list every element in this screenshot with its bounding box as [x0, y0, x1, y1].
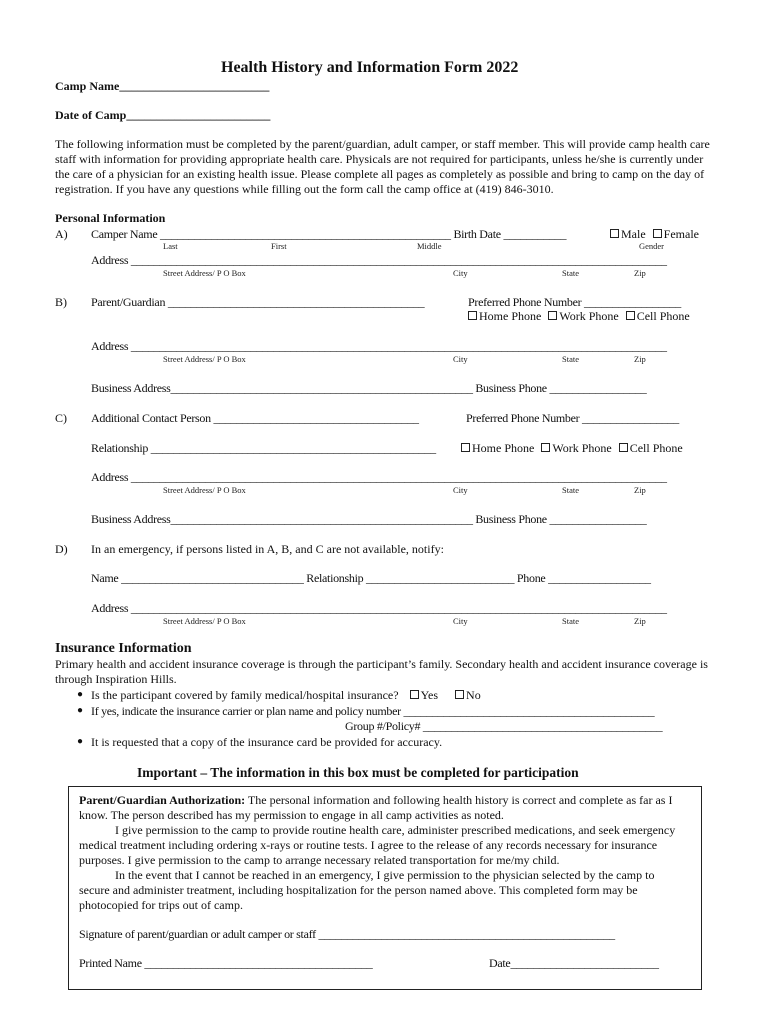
authorization-text-1: The personal information and following health history is correct and complete as far as I know. The person described has my permission to engage in all camp activities as noted.: [79, 793, 673, 822]
authorization-label: Parent/Guardian Authorization:: [79, 793, 246, 807]
insurance-text: Primary health and accident insurance coverage is through the participant’s family. Secondary health and accident insurance coverage is through Inspiration Hills.: [55, 657, 708, 686]
sub-label-state: State: [562, 485, 579, 495]
camper-address-field[interactable]: Address ______________________________________________________________________________________________: [91, 253, 667, 267]
parent-guardian-field[interactable]: Parent/Guardian _____________________________________________: [91, 295, 425, 309]
authorization-text-2: I give permission to the camp to provide routine health care, administer prescribed medications, and seek emergency medical treatment including ordering x-rays or routine tests. I agree to the release of any records necessary for insurance purposes. I give permission to the camp to arrange necessary related transportation for me/my child.: [79, 823, 676, 867]
sub-label-city: City: [453, 268, 468, 278]
preferred-phone-field-b[interactable]: Preferred Phone Number _________________: [468, 295, 681, 309]
emergency-name-field[interactable]: Name ________________________________ Relationship __________________________ Phone __________________: [91, 571, 651, 585]
sub-label-street: Street Address/ P O Box: [163, 485, 246, 495]
work-phone-checkbox[interactable]: [548, 311, 557, 320]
home-phone-label: Home Phone: [479, 309, 542, 323]
important-heading: Important – The information in this box must be completed for participation: [137, 765, 579, 780]
bullet-icon: ●: [77, 736, 84, 747]
parent-business-field[interactable]: Business Address_____________________________________________________ Business Phone _________________: [91, 381, 647, 395]
insurance-q1-text: Is the participant covered by family medical/hospital insurance?: [91, 688, 399, 702]
cell-phone-checkbox[interactable]: [619, 443, 628, 452]
group-policy-field[interactable]: Group #/Policy# __________________________________________: [345, 719, 663, 733]
gender-options: [606, 227, 699, 241]
parent-address-field[interactable]: Address ______________________________________________________________________________________________: [91, 339, 667, 353]
sub-label-state: State: [562, 616, 579, 626]
bullet-icon: ●: [77, 689, 84, 700]
section-b-letter: B): [55, 295, 67, 309]
signature-field[interactable]: Signature of parent/guardian or adult camper or staff ____________________________________________________: [79, 927, 615, 941]
sub-label-first: First: [271, 241, 287, 251]
cell-phone-checkbox[interactable]: [626, 311, 635, 320]
sub-label-city: City: [453, 354, 468, 364]
cell-phone-label: Cell Phone: [629, 441, 683, 455]
date-of-camp-field[interactable]: Date of Camp________________________: [55, 108, 271, 122]
male-checkbox[interactable]: [610, 229, 619, 238]
sub-label-street: Street Address/ P O Box: [163, 354, 246, 364]
sub-label-city: City: [453, 616, 468, 626]
insurance-heading: Insurance Information: [55, 641, 192, 656]
sub-label-last: Last: [163, 241, 178, 251]
emergency-note: In an emergency, if persons listed in A, B, and C are not available, notify:: [91, 542, 444, 556]
male-label: Male: [621, 227, 646, 241]
no-label: No: [466, 688, 481, 702]
section-d-letter: D): [55, 542, 68, 556]
insurance-no-checkbox[interactable]: [455, 690, 464, 699]
work-phone-checkbox[interactable]: [541, 443, 550, 452]
emergency-address-field[interactable]: Address ______________________________________________________________________________________________: [91, 601, 667, 615]
camper-name-field[interactable]: Camper Name ___________________________________________________ Birth Date ___________: [91, 227, 567, 241]
sub-label-zip: Zip: [634, 616, 646, 626]
phone-type-options-b: [464, 309, 690, 323]
yes-label: Yes: [420, 688, 439, 702]
bullet-icon: ●: [77, 705, 84, 716]
work-phone-label: Work Phone: [552, 441, 612, 455]
insurance-carrier-field[interactable]: If yes, indicate the insurance carrier or plan name and policy number ____________________________________________: [91, 704, 655, 718]
sub-label-gender: Gender: [639, 241, 665, 251]
phone-type-options-c: [457, 441, 683, 455]
date-field[interactable]: Date__________________________: [489, 956, 659, 970]
work-phone-label: Work Phone: [559, 309, 619, 323]
personal-info-heading: Personal Information: [55, 211, 166, 225]
section-c-letter: C): [55, 411, 67, 425]
preferred-phone-field-c[interactable]: Preferred Phone Number _________________: [466, 411, 679, 425]
section-a-letter: A): [55, 227, 68, 241]
cell-phone-label: Cell Phone: [636, 309, 690, 323]
sub-label-state: State: [562, 354, 579, 364]
page-title: Health History and Information Form 2022: [221, 59, 519, 76]
intro-paragraph: The following information must be completed by the parent/guardian, adult camper, or staff member. This will provide camp health care staff with information for providing appropriate health care. Physicals are not required for participants, unless he/she is currently under the care of a physician for an existing health issue. Please complete all pages as completely as possible and bring to camp on the day of registration. If you have any questions while filling out the form call the camp office at (419) 846-3010.: [55, 137, 710, 196]
additional-contact-field[interactable]: Additional Contact Person ____________________________________: [91, 411, 419, 425]
sub-label-street: Street Address/ P O Box: [163, 616, 246, 626]
camp-name-field[interactable]: Camp Name_________________________: [55, 79, 270, 93]
female-checkbox[interactable]: [653, 229, 662, 238]
home-phone-label: Home Phone: [472, 441, 535, 455]
home-phone-checkbox[interactable]: [468, 311, 477, 320]
insurance-q1: [91, 688, 481, 702]
authorization-box: [68, 786, 702, 990]
home-phone-checkbox[interactable]: [461, 443, 470, 452]
contact-address-field[interactable]: Address ______________________________________________________________________________________________: [91, 470, 667, 484]
insurance-q3: It is requested that a copy of the insurance card be provided for accuracy.: [91, 735, 443, 749]
contact-business-field[interactable]: Business Address_____________________________________________________ Business Phone _________________: [91, 512, 647, 526]
sub-label-city: City: [453, 485, 468, 495]
insurance-yes-checkbox[interactable]: [410, 690, 419, 699]
authorization-text: [79, 793, 687, 913]
sub-label-zip: Zip: [634, 485, 646, 495]
female-label: Female: [663, 227, 699, 241]
sub-label-zip: Zip: [634, 354, 646, 364]
sub-label-middle: Middle: [417, 241, 442, 251]
printed-name-field[interactable]: Printed Name ________________________________________: [79, 956, 373, 970]
relationship-field-c[interactable]: Relationship __________________________________________________: [91, 441, 436, 455]
sub-label-street: Street Address/ P O Box: [163, 268, 246, 278]
authorization-text-3: In the event that I cannot be reached in an emergency, I give permission to the physician selected by the camp to secure and administer treatment, including hospitalization for the person named above. This completed form may be photocopied for trips out of camp.: [79, 868, 655, 912]
sub-label-state: State: [562, 268, 579, 278]
sub-label-zip: Zip: [634, 268, 646, 278]
